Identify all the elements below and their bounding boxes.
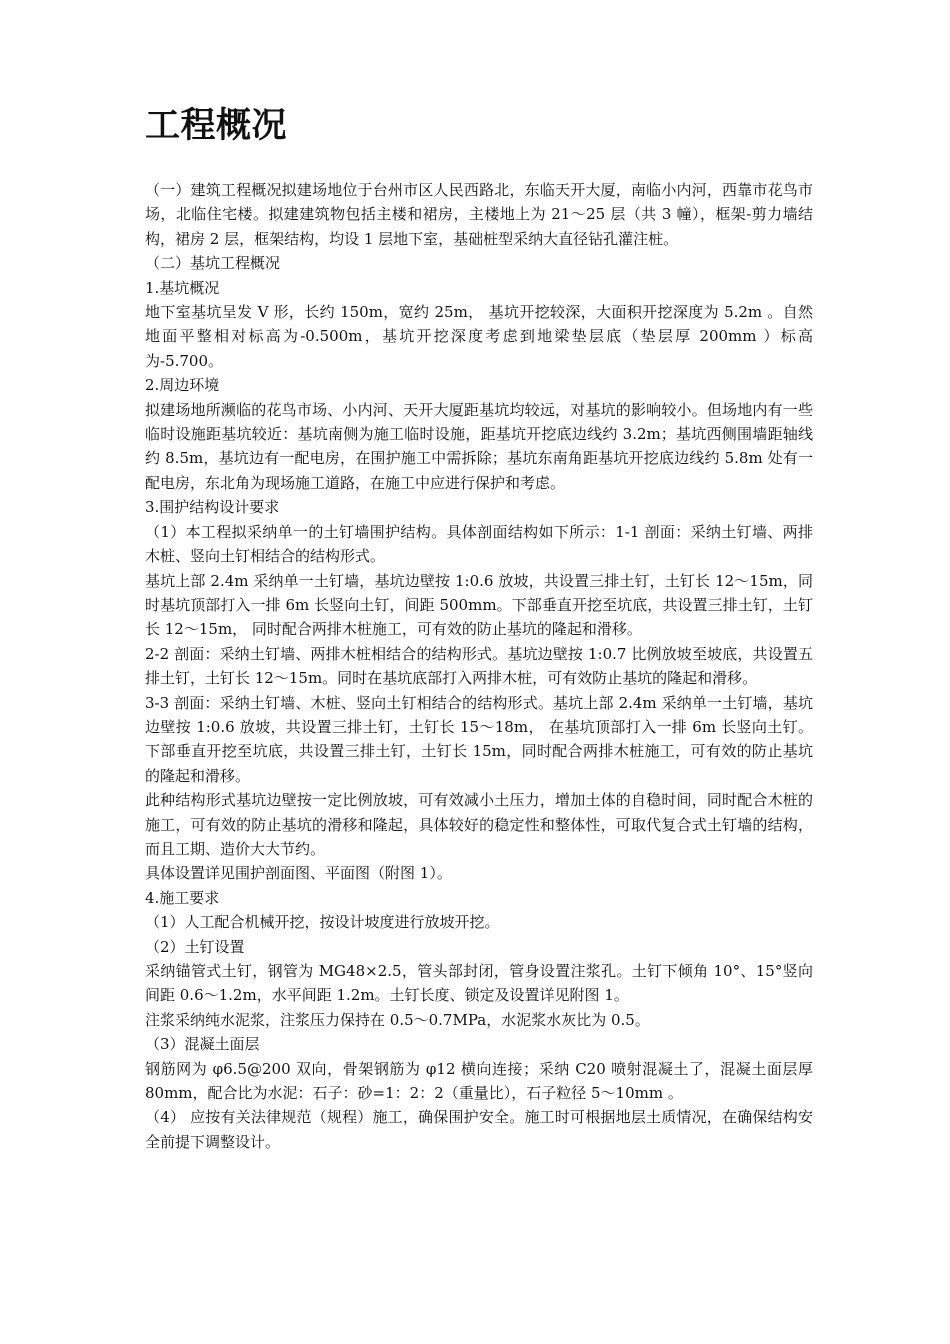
paragraph-see-drawings: 具体设置详见围护剖面图、平面图（附图 1）。 <box>145 864 452 883</box>
paragraph-pit-summary: 地下室基坑呈发 V 形，长约 150m，宽约 25m， 基坑开挖较深，大面积开挖深度为 5.2m 。自然地面平整相对标高为-0.500m，基坑开挖深度考虑到地梁垫层底（垫层厚 200mm ）标高为-5.700。 <box>145 303 813 370</box>
paragraph-section-3-3: 3-3 剖面：采纳土钉墙、木桩、竖向土钉相结合的结构形式。基坑上部 2.4m 采纳单一土钉墙，基坑边壁按 1:0.6 放坡，共设置三排土钉，土钉长 15～18m， 在基坑顶部打入一排 6m 长竖向土钉。下部垂直开挖至坑底，共设置三排土钉，土钉长 15m，同时配合两排木桩施工，可有效的防止基坑的隆起和滑移。 <box>145 693 813 785</box>
paragraph-structure-benefits: 此种结构形式基坑边壁按一定比例放坡，可有效减小土压力，增加土体的自稳时间，同时配合木桩的施工，可有效的防止基坑的滑移和隆起，具体较好的稳定性和整体性，可取代复合式土钉墙的结构，而且工期、造价大大节约。 <box>145 791 813 858</box>
paragraph-excavation: （1）人工配合机械开挖，按设计坡度进行放坡开挖。 <box>145 913 500 932</box>
heading-pit-summary: 1.基坑概况 <box>145 278 220 297</box>
document-page <box>145 100 813 1154</box>
paragraph-soil-nail-setup: 采纳锚管式土钉，钢管为 MG48×2.5，管头部封闭，管身设置注浆孔。土钉下倾角 10°、15°竖向间距 0.6～1.2m，水平间距 1.2m。土钉长度、锁定及设置详见附图 1。 <box>145 962 813 1005</box>
paragraph-building-overview: （一）建筑工程概况拟建场地位于台州市区人民西路北，东临天开大厦，南临小内河，西靠市花鸟市场，北临住宅楼。拟建建筑物包括主楼和裙房，主楼地上为 21～25 层（共 3 幢），框架-剪力墙结构，裙房 2 层，框架结构，均设 1 层地下室，基础桩型采纳大直径钻孔灌注桩。 <box>145 181 813 248</box>
heading-concrete-surface: （3）混凝土面层 <box>145 1035 260 1054</box>
paragraph-surroundings: 拟建场地所濒临的花鸟市场、小内河、天开大厦距基坑均较远，对基坑的影响较小。但场地内有一些临时设施距基坑较近：基坑南侧为施工临时设施，距基坑开挖底边线约 3.2m；基坑西侧围墙距轴线约 8.5m，基坑边有一配电房，在围护施工中需拆除；基坑东南角距基坑开挖底边线约 5.8m 处有一配电房，东北角为现场施工道路，在施工中应进行保护和考虑。 <box>145 400 813 492</box>
heading-soil-nail-setup: （2）土钉设置 <box>145 937 245 956</box>
paragraph-section-2-2: 2-2 剖面：采纳土钉墙、两排木桩相结合的结构形式。基坑边壁按 1:0.7 比例放坡至坡底，共设置五排土钉，土钉长 12～15m。同时在基坑底部打入两排木桩，可有效防止基坑的隆起和滑移。 <box>145 644 813 688</box>
paragraph-section-1-1: （1）本工程拟采纳单一的土钉墙围护结构。具体剖面结构如下所示：1-1 剖面：采纳土钉墙、两排木桩、竖向土钉相结合的结构形式。 <box>145 522 813 566</box>
document-body <box>145 178 813 1154</box>
paragraph-section-1-1-detail: 基坑上部 2.4m 采纳单一土钉墙，基坑边壁按 1:0.6 放坡，共设置三排土钉，土钉长 12～15m，同时基坑顶部打入一排 6m 长竖向土钉，间距 500mm。下部垂直开挖至坑底，共设置三排土钉，土钉长 12～15m， 同时配合两排木桩施工，可有效的防止基坑的隆起和滑移。 <box>145 571 813 639</box>
heading-surroundings: 2.周边环境 <box>145 376 220 395</box>
heading-pit-overview: （二）基坑工程概况 <box>145 254 281 273</box>
heading-construction-requirements: 4.施工要求 <box>145 888 220 907</box>
paragraph-concrete-surface: 钢筋网为 φ6.5@200 双向，骨架钢筋为 φ12 横向连接；采纳 C20 喷射混凝土了，混凝土面层厚 80mm，配合比为水泥：石子：砂=1：2：2（重量比），石子粒径 5～10mm 。 <box>145 1059 813 1103</box>
paragraph-grouting: 注浆采纳纯水泥浆，注浆压力保持在 0.5～0.7MPa，水泥浆水灰比为 0.5。 <box>145 1010 650 1029</box>
heading-retaining-design: 3.围护结构设计要求 <box>145 498 280 517</box>
document-title: 工程概况 <box>145 106 288 146</box>
paragraph-safety-compliance: （4） 应按有关法律规范（规程）施工，确保围护安全。施工时可根据地层土质情况，在确保结构安全前提下调整设计。 <box>145 1108 813 1151</box>
